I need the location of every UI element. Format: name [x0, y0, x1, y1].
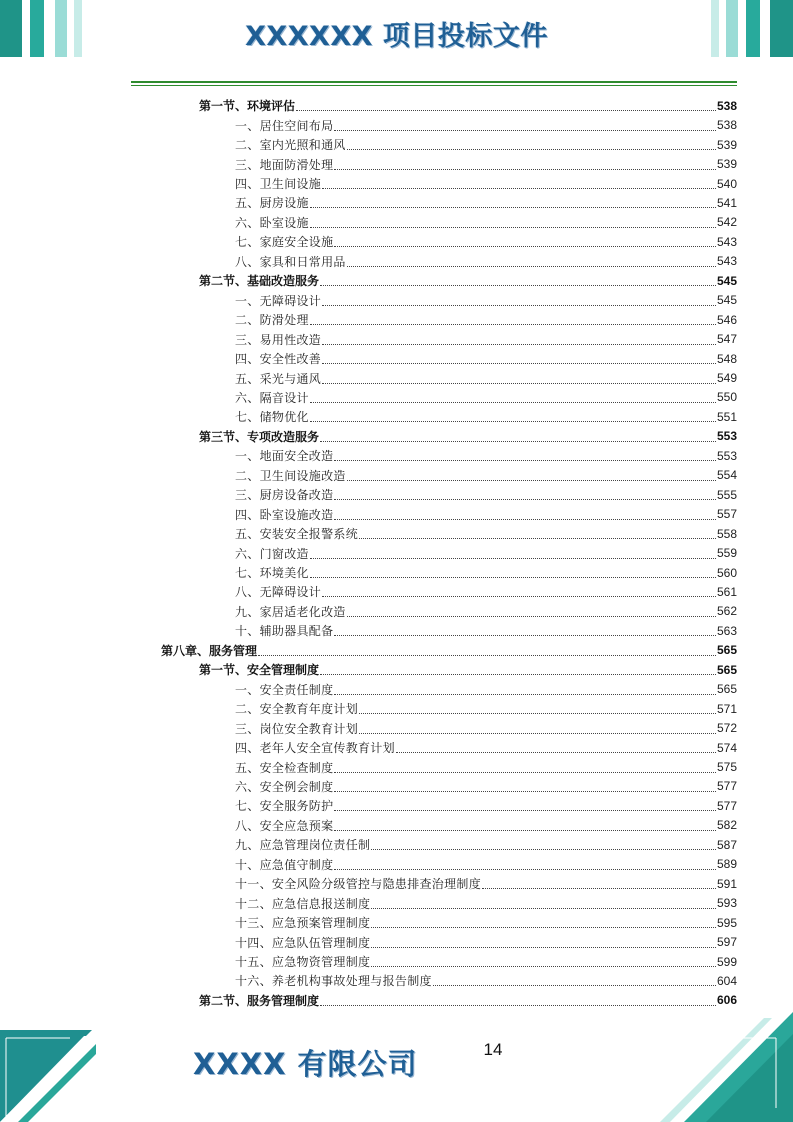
toc-entry-label: 二、卫生间设施改造	[235, 468, 346, 483]
toc-entry-label: 八、无障碍设计	[235, 585, 322, 600]
toc-entry-page: 542	[716, 215, 737, 230]
toc-entry[interactable]	[235, 602, 737, 621]
toc-entry-page: 577	[716, 798, 737, 813]
toc-entry[interactable]	[235, 349, 737, 368]
toc-entry[interactable]	[235, 504, 737, 523]
toc-leader-dots	[320, 662, 716, 675]
toc-leader-dots	[334, 818, 716, 831]
toc-entry[interactable]	[235, 816, 737, 835]
toc-entry-label: 九、家居适老化改造	[235, 604, 346, 619]
toc-leader-dots	[258, 643, 716, 656]
toc-entry[interactable]	[235, 310, 737, 329]
toc-entry-page: 561	[716, 584, 737, 599]
toc-entry-page: 547	[716, 332, 737, 347]
toc-entry-label: 十一、安全风险分级管控与隐患排查治理制度	[235, 877, 482, 892]
toc-leader-dots	[334, 118, 716, 131]
toc-entry[interactable]	[235, 952, 737, 971]
toc-entry-label: 五、厨房设施	[235, 196, 309, 211]
toc-entry-page: 549	[716, 371, 737, 386]
toc-entry[interactable]	[235, 174, 737, 193]
toc-entry[interactable]	[235, 446, 737, 465]
toc-entry[interactable]	[235, 193, 737, 212]
toc-leader-dots	[334, 779, 716, 792]
toc-entry-page: 553	[716, 448, 737, 463]
toc-entry[interactable]	[235, 621, 737, 640]
toc-leader-dots	[310, 312, 716, 325]
toc-entry-label: 第一节、安全管理制度	[199, 663, 320, 678]
toc-entry-page: 606	[716, 993, 737, 1008]
toc-entry-label: 七、环境美化	[235, 566, 309, 581]
toc-entry[interactable]	[235, 213, 737, 232]
toc-entry[interactable]	[235, 291, 737, 310]
toc-entry[interactable]	[235, 680, 737, 699]
toc-leader-dots	[482, 876, 716, 889]
toc-entry[interactable]	[235, 252, 737, 271]
toc-leader-dots	[322, 351, 716, 364]
toc-entry-label: 第八章、服务管理	[161, 643, 258, 658]
toc-entry-page: 543	[716, 234, 737, 249]
toc-entry-page: 574	[716, 740, 737, 755]
toc-leader-dots	[334, 234, 716, 247]
toc-leader-dots	[310, 215, 716, 228]
toc-entry-label: 二、室内光照和通风	[235, 138, 346, 153]
header-rule-thin	[131, 85, 737, 86]
toc-entry-page: 546	[716, 312, 737, 327]
toc-entry[interactable]	[235, 524, 737, 543]
toc-entry-page: 545	[716, 293, 737, 308]
toc-leader-dots	[322, 332, 716, 345]
toc-entry[interactable]	[235, 154, 737, 173]
toc-entry[interactable]	[235, 777, 737, 796]
toc-entry-page: 565	[716, 662, 737, 677]
toc-entry[interactable]	[161, 641, 737, 660]
toc-entry[interactable]	[235, 466, 737, 485]
footer-decor-right	[660, 1012, 793, 1122]
toc-entry-page: 582	[716, 818, 737, 833]
toc-entry-label: 五、安全检查制度	[235, 760, 334, 775]
toc-entry-label: 十、应急值守制度	[235, 857, 334, 872]
toc-leader-dots	[334, 798, 716, 811]
toc-leader-dots	[371, 954, 716, 967]
toc-entry-label: 六、卧室设施	[235, 215, 309, 230]
toc-leader-dots	[322, 176, 716, 189]
page-number: 14	[483, 1040, 503, 1059]
toc-entry[interactable]	[199, 660, 737, 679]
toc-entry-page: 599	[716, 954, 737, 969]
toc-leader-dots	[334, 487, 716, 500]
toc-leader-dots	[334, 857, 716, 870]
toc-entry-page: 558	[716, 526, 737, 541]
toc-entry[interactable]	[235, 232, 737, 251]
toc-entry-label: 三、岗位安全教育计划	[235, 721, 359, 736]
footer-decor-left	[0, 1030, 96, 1122]
toc-entry[interactable]	[235, 543, 737, 562]
toc-leader-dots	[433, 973, 716, 986]
toc-entry-page: 604	[716, 973, 737, 988]
toc-entry-page: 538	[716, 118, 737, 133]
toc-entry-label: 第一节、环境评估	[199, 99, 296, 114]
toc-entry-page: 551	[716, 409, 737, 424]
toc-entry-page: 545	[716, 273, 737, 288]
toc-entry-page: 553	[716, 429, 737, 444]
toc-entry-label: 二、安全教育年度计划	[235, 702, 359, 717]
toc-entry[interactable]	[235, 582, 737, 601]
toc-leader-dots	[334, 682, 716, 695]
toc-leader-dots	[334, 760, 716, 773]
company-name: XXXX 有限公司	[193, 1047, 418, 1081]
toc-entry-label: 十二、应急信息报送制度	[235, 896, 371, 911]
toc-entry-page: 587	[716, 837, 737, 852]
toc-leader-dots	[347, 468, 716, 481]
toc-entry[interactable]	[235, 796, 737, 815]
toc-entry[interactable]	[235, 971, 737, 990]
toc-entry-page: 550	[716, 390, 737, 405]
toc-entry-page: 562	[716, 604, 737, 619]
toc-leader-dots	[359, 701, 716, 714]
toc-leader-dots	[371, 837, 716, 850]
toc-leader-dots	[371, 896, 716, 909]
toc-entry-label: 十四、应急队伍管理制度	[235, 935, 371, 950]
toc-leader-dots	[396, 740, 716, 753]
toc-entry-page: 565	[716, 643, 737, 658]
toc-entry-label: 一、居住空间布局	[235, 118, 334, 133]
toc-entry-page: 548	[716, 351, 737, 366]
toc-entry-page: 593	[716, 896, 737, 911]
toc-entry-label: 一、无障碍设计	[235, 293, 322, 308]
toc-entry-label: 三、厨房设备改造	[235, 488, 334, 503]
toc-entry-label: 六、门窗改造	[235, 546, 309, 561]
toc-entry-page: 563	[716, 623, 737, 638]
toc-entry-label: 四、卧室设施改造	[235, 507, 334, 522]
toc-entry-label: 六、隔音设计	[235, 390, 309, 405]
toc-entry-label: 四、老年人安全宣传教育计划	[235, 741, 395, 756]
toc-leader-dots	[322, 584, 716, 597]
toc-entry-label: 五、采光与通风	[235, 371, 322, 386]
toc-entry-label: 八、安全应急预案	[235, 818, 334, 833]
toc-entry-label: 三、易用性改造	[235, 332, 322, 347]
toc-entry-page: 575	[716, 760, 737, 775]
toc-entry-page: 589	[716, 857, 737, 872]
toc-entry-page: 572	[716, 721, 737, 736]
toc-leader-dots	[371, 915, 716, 928]
toc-entry[interactable]	[235, 893, 737, 912]
toc-entry-page: 597	[716, 935, 737, 950]
toc-entry[interactable]	[235, 485, 737, 504]
toc-entry-label: 第三节、专项改造服务	[199, 429, 320, 444]
toc-entry-page: 595	[716, 915, 737, 930]
toc-entry-label: 十五、应急物资管理制度	[235, 955, 371, 970]
toc-entry[interactable]	[235, 407, 737, 426]
toc-entry-label: 十三、应急预案管理制度	[235, 916, 371, 931]
toc-entry-label: 三、地面防滑处理	[235, 157, 334, 172]
toc-leader-dots	[359, 526, 716, 539]
toc-entry[interactable]	[235, 913, 737, 932]
toc-entry[interactable]	[235, 718, 737, 737]
toc-entry[interactable]	[235, 835, 737, 854]
toc-leader-dots	[334, 448, 716, 461]
toc-leader-dots	[310, 546, 716, 559]
document-title: XXXXXX 项目投标文件	[245, 21, 548, 52]
toc-entry[interactable]	[235, 738, 737, 757]
toc-leader-dots	[310, 409, 716, 422]
toc-entry-page: 555	[716, 487, 737, 502]
toc-entry[interactable]	[235, 388, 737, 407]
toc-entry-label: 十、辅助器具配备	[235, 624, 334, 639]
toc-leader-dots	[310, 565, 716, 578]
toc-entry[interactable]	[235, 855, 737, 874]
toc-entry[interactable]	[235, 757, 737, 776]
toc-entry-page: 539	[716, 137, 737, 152]
toc-entry[interactable]	[235, 115, 737, 134]
toc-leader-dots	[320, 429, 716, 442]
toc-leader-dots	[320, 273, 716, 286]
toc-entry[interactable]	[199, 96, 737, 115]
toc-leader-dots	[334, 157, 716, 170]
toc-entry-label: 七、家庭安全设施	[235, 235, 334, 250]
toc-entry[interactable]	[235, 932, 737, 951]
toc-entry-page: 571	[716, 701, 737, 716]
toc-entry-page: 577	[716, 779, 737, 794]
toc-entry-label: 七、安全服务防护	[235, 799, 334, 814]
toc-entry-label: 二、防滑处理	[235, 313, 309, 328]
toc-entry[interactable]	[235, 368, 737, 387]
toc-leader-dots	[310, 195, 716, 208]
toc-entry-label: 十六、养老机构事故处理与报告制度	[235, 974, 432, 989]
toc-leader-dots	[322, 293, 716, 306]
toc-entry-page: 539	[716, 157, 737, 172]
toc-entry[interactable]	[199, 991, 737, 1010]
toc-entry-label: 一、安全责任制度	[235, 682, 334, 697]
toc-entry-page: 541	[716, 195, 737, 210]
toc-entry-label: 七、储物优化	[235, 410, 309, 425]
toc-leader-dots	[322, 371, 716, 384]
toc-leader-dots	[347, 254, 716, 267]
toc-leader-dots	[347, 604, 716, 617]
toc-entry-page: 538	[716, 98, 737, 113]
toc-leader-dots	[334, 507, 716, 520]
toc-entry-page: 565	[716, 682, 737, 697]
toc-leader-dots	[310, 390, 716, 403]
header-rule	[131, 81, 737, 83]
toc-entry-label: 第二节、基础改造服务	[199, 274, 320, 289]
toc-entry-label: 六、安全例会制度	[235, 779, 334, 794]
toc-entry-page: 591	[716, 876, 737, 891]
toc-leader-dots	[347, 137, 716, 150]
toc-entry[interactable]	[235, 329, 737, 348]
toc-entry-page: 557	[716, 507, 737, 522]
toc-entry-label: 九、应急管理岗位责任制	[235, 838, 371, 853]
toc-leader-dots	[371, 935, 716, 948]
toc-entry[interactable]	[235, 135, 737, 154]
toc-entry-label: 第二节、服务管理制度	[199, 993, 320, 1008]
toc-entry-page: 543	[716, 254, 737, 269]
toc-entry-label: 四、卫生间设施	[235, 177, 322, 192]
toc-entry-page: 540	[716, 176, 737, 191]
toc-entry[interactable]	[235, 874, 737, 893]
toc-entry-label: 八、家具和日常用品	[235, 254, 346, 269]
toc-entry-page: 559	[716, 546, 737, 561]
toc-entry-label: 一、地面安全改造	[235, 449, 334, 464]
toc-leader-dots	[296, 98, 716, 111]
toc-entry-label: 五、安装安全报警系统	[235, 527, 359, 542]
toc-entry[interactable]	[199, 271, 737, 290]
toc-entry[interactable]	[235, 699, 737, 718]
toc-leader-dots	[320, 993, 716, 1006]
toc-leader-dots	[334, 623, 716, 636]
toc-entry-label: 四、安全性改善	[235, 352, 322, 367]
toc-entry[interactable]	[235, 563, 737, 582]
toc-leader-dots	[359, 721, 716, 734]
toc-entry-page: 554	[716, 468, 737, 483]
toc-entry[interactable]	[199, 427, 737, 446]
toc-entry-page: 560	[716, 565, 737, 580]
